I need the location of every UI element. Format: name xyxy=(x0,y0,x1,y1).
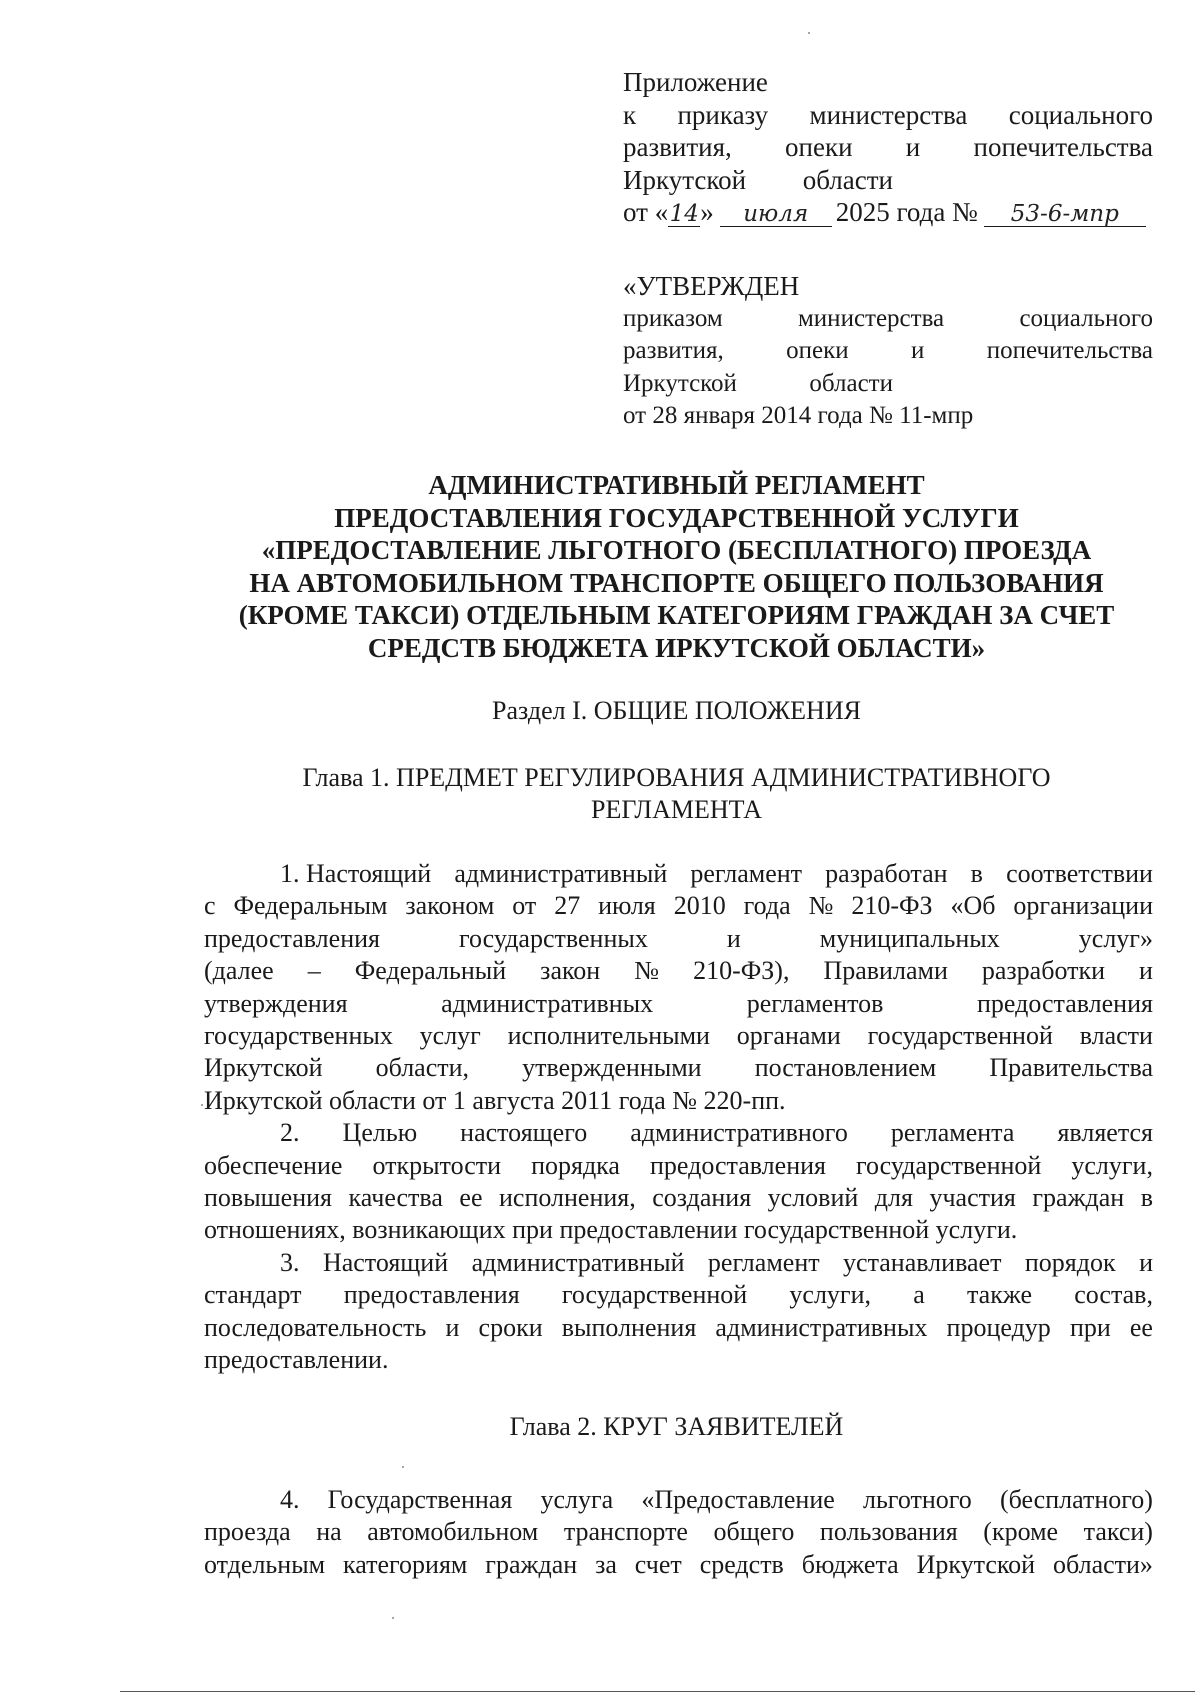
word: и xyxy=(445,1312,460,1342)
appendix-block xyxy=(623,66,1153,229)
word: законом xyxy=(405,891,495,921)
approved-line-3 xyxy=(623,368,893,401)
word: исполнительными xyxy=(507,1021,710,1051)
appendix-line-2 xyxy=(623,131,1153,164)
paragraph-line xyxy=(204,1279,1153,1311)
word: пользования xyxy=(819,1517,958,1547)
word: услуг xyxy=(419,1021,481,1051)
word: услуги, xyxy=(789,1280,872,1310)
paragraph-line xyxy=(204,1247,1153,1279)
approved-head: «УТВЕРЖДЕН xyxy=(623,271,800,301)
word: процедур xyxy=(946,1312,1051,1342)
word: 1. Настоящий xyxy=(280,859,432,888)
word: государственных xyxy=(204,1021,393,1051)
body-paragraphs xyxy=(204,858,1153,1377)
word: Целью xyxy=(342,1118,418,1148)
word: постановлением xyxy=(754,1053,937,1083)
word: услуга xyxy=(540,1485,614,1514)
word: условий xyxy=(767,1183,859,1213)
word: такси) xyxy=(1083,1517,1153,1547)
word: на xyxy=(316,1517,342,1547)
handwritten-order-number: 53-6-мпр xyxy=(984,202,1146,227)
scan-speck xyxy=(392,1617,394,1619)
word: утверждения xyxy=(204,988,348,1018)
word: отдельным xyxy=(204,1549,326,1579)
word: опеки xyxy=(785,132,853,162)
word: 210-ФЗ xyxy=(851,891,933,921)
word: министерства xyxy=(809,99,968,130)
chapter-heading-text: Глава 2. КРУГ ЗАЯВИТЕЛЕЙ xyxy=(509,1412,844,1441)
word: услуг» xyxy=(1078,923,1153,953)
word: а xyxy=(913,1280,925,1310)
word: и xyxy=(905,132,921,162)
word: административных xyxy=(441,988,654,1018)
appendix-line-1 xyxy=(623,99,1153,132)
chapter-1-heading xyxy=(200,762,1153,826)
word: средств xyxy=(699,1549,784,1579)
word: регламент xyxy=(690,859,803,888)
word: граждан xyxy=(1032,1183,1125,1213)
approved-date: от 28 января 2014 года № 11-мпр xyxy=(623,402,974,429)
word: за xyxy=(595,1549,617,1579)
word: выполнения xyxy=(561,1312,697,1342)
word: приказу xyxy=(677,99,769,130)
word: Федеральным xyxy=(233,891,388,921)
paragraph-last-line: отношениях, возникающих при предоставлении государственной услуги. xyxy=(204,1215,1018,1245)
word: порядка xyxy=(531,1150,620,1180)
word: июля xyxy=(598,891,656,921)
word: предоставления xyxy=(343,1280,520,1310)
word: органами xyxy=(736,1021,841,1051)
word: государственной xyxy=(867,1021,1053,1051)
word: социального xyxy=(1019,304,1153,332)
word: и xyxy=(911,337,925,364)
word: 2. xyxy=(280,1118,300,1148)
word: последовательность xyxy=(204,1312,427,1342)
word: административный xyxy=(454,859,668,888)
paragraph-line xyxy=(204,1150,1153,1182)
word: повышения xyxy=(204,1183,333,1213)
word: ее xyxy=(459,1183,483,1213)
word: обеспечение xyxy=(204,1150,343,1180)
word: разработки xyxy=(981,956,1106,986)
word: исполнения, xyxy=(499,1183,636,1213)
paragraph-line xyxy=(204,1312,1153,1344)
handwritten-day: 14 xyxy=(669,201,699,227)
word: регламент xyxy=(707,1247,820,1277)
word: создания xyxy=(652,1183,752,1213)
word: приказом xyxy=(623,304,723,332)
word: административных xyxy=(715,1312,928,1342)
appendix-title: Приложение xyxy=(623,67,768,97)
word: – xyxy=(307,956,321,986)
word: (далее xyxy=(204,956,274,986)
word: утвержденными xyxy=(522,1053,702,1083)
document-title xyxy=(200,469,1153,664)
word: № xyxy=(808,891,834,921)
word: разработан xyxy=(825,859,948,888)
word: Правительства xyxy=(989,1053,1153,1083)
word: и xyxy=(1139,956,1153,986)
section-heading-text: Раздел I. ОБЩИЕ ПОЛОЖЕНИЯ xyxy=(492,696,861,725)
word: Иркутской xyxy=(204,1053,323,1083)
word: льготного xyxy=(862,1485,972,1514)
word: предоставления xyxy=(204,923,380,953)
word: качества xyxy=(348,1183,443,1213)
word: развития, xyxy=(623,132,732,162)
word: Иркутской xyxy=(916,1549,1036,1579)
approved-line-1 xyxy=(623,303,1153,336)
word: 210-ФЗ), xyxy=(693,956,790,986)
scan-speck xyxy=(201,1104,203,1106)
word: № xyxy=(634,956,660,986)
word: 2010 xyxy=(673,891,726,921)
word: состав, xyxy=(1074,1280,1153,1310)
word: граждан xyxy=(485,1549,578,1579)
word: категориям xyxy=(343,1549,468,1579)
word: опеки xyxy=(786,337,849,364)
title-line: СРЕДСТВ БЮДЖЕТА ИРКУТСКОЙ ОБЛАСТИ» xyxy=(367,632,986,663)
title-line: АДМИНИСТРАТИВНЫЙ РЕГЛАМЕНТ xyxy=(428,470,925,500)
page-bottom-rule xyxy=(120,1691,1195,1692)
word: стандарт xyxy=(204,1280,302,1310)
word: государственной xyxy=(856,1150,1042,1180)
word: открытости xyxy=(372,1150,502,1180)
handwritten-month: июля xyxy=(720,202,832,227)
word: Правилами xyxy=(823,956,948,986)
word: к xyxy=(623,99,637,130)
word: Иркутской xyxy=(623,369,737,397)
word: Федеральный xyxy=(354,956,507,986)
word: Настоящий xyxy=(322,1247,449,1277)
paragraph-line xyxy=(204,923,1153,955)
word: в xyxy=(970,859,983,888)
paragraph-line xyxy=(204,1484,1153,1516)
word: регламента xyxy=(890,1118,1015,1148)
word: «Об xyxy=(950,891,996,921)
date-suffix: » xyxy=(700,197,714,227)
word: государственных xyxy=(458,923,648,953)
word: области, xyxy=(375,1053,470,1083)
scan-speck xyxy=(402,1466,404,1468)
word: при xyxy=(1069,1312,1111,1342)
approved-block xyxy=(623,270,1153,433)
title-line: ПРЕДОСТАВЛЕНИЯ ГОСУДАРСТВЕННОЙ УСЛУГИ xyxy=(334,502,1019,533)
word: развития, xyxy=(623,337,724,364)
word: административного xyxy=(630,1118,848,1148)
appendix-line-3 xyxy=(623,164,893,197)
paragraph-line xyxy=(204,1052,1153,1084)
word: порядок xyxy=(1024,1247,1116,1277)
word: Иркутской xyxy=(623,164,747,195)
paragraph-last-line: Иркутской области от 1 августа 2011 года № 220-пп. xyxy=(204,1085,786,1115)
word: министерства xyxy=(797,304,945,332)
word: ее xyxy=(1129,1312,1153,1342)
title-line: «ПРЕДОСТАВЛЕНИЕ ЛЬГОТНОГО (БЕСПЛАТНОГО) ПРОЕЗДА xyxy=(261,535,1092,565)
scan-speck xyxy=(808,32,810,34)
title-line: НА АВТОМОБИЛЬНОМ ТРАНСПОРТЕ ОБЩЕГО ПОЛЬЗОВАНИЯ xyxy=(249,567,1104,598)
word: (кроме xyxy=(983,1517,1059,1547)
word: Государственная xyxy=(327,1485,513,1514)
chapter-heading-line: Глава 1. ПРЕДМЕТ РЕГУЛИРОВАНИЯ АДМИНИСТРАТИВНОГО xyxy=(302,763,1051,792)
date-prefix: от « xyxy=(623,197,669,227)
word: общего xyxy=(713,1517,795,1547)
chapter-2-heading xyxy=(200,1411,1153,1443)
paragraph-line xyxy=(204,858,1153,890)
paragraph-line xyxy=(204,1117,1153,1149)
paragraph-line xyxy=(204,1549,1153,1581)
order-date-line xyxy=(623,196,1153,229)
word: попечительства xyxy=(986,337,1153,364)
word: также xyxy=(967,1280,1033,1310)
title-line: (КРОМЕ ТАКСИ) ОТДЕЛЬНЫМ КАТЕГОРИЯМ ГРАЖДАН ЗА СЧЕТ xyxy=(238,600,1115,630)
word: закон xyxy=(540,956,601,986)
word: года xyxy=(743,891,791,921)
word: бюджета xyxy=(801,1549,899,1579)
section-heading xyxy=(200,695,1153,727)
chapter-heading-line: РЕГЛАМЕНТА xyxy=(591,795,762,824)
word: счет xyxy=(634,1549,682,1579)
word: социального xyxy=(1008,99,1153,130)
paragraph-line xyxy=(204,1516,1153,1548)
word: предоставления xyxy=(650,1150,826,1180)
word: власти xyxy=(1079,1021,1153,1051)
word: от xyxy=(512,891,537,921)
word: 27 xyxy=(554,891,581,921)
word: сроки xyxy=(478,1312,543,1342)
word: «Предоставление xyxy=(641,1485,835,1514)
word: проезда xyxy=(204,1517,291,1547)
word: попечительства xyxy=(973,132,1153,162)
word: регламентов xyxy=(746,988,884,1018)
word: и xyxy=(726,923,741,953)
paragraph-line xyxy=(204,955,1153,987)
word: 4. xyxy=(280,1485,300,1514)
word: с xyxy=(204,891,216,921)
word: области» xyxy=(1053,1549,1153,1579)
paragraph-4 xyxy=(204,1484,1153,1581)
word: области xyxy=(809,369,893,397)
word: и xyxy=(1139,1247,1153,1277)
word: участия xyxy=(929,1183,1016,1213)
word: автомобильном xyxy=(367,1517,539,1547)
word: (бесплатного) xyxy=(999,1485,1153,1514)
word: транспорте xyxy=(563,1517,688,1547)
approved-line-2 xyxy=(623,335,1153,368)
word: является xyxy=(1057,1118,1153,1148)
paragraph-line xyxy=(204,890,1153,922)
word: административный xyxy=(471,1247,685,1277)
word: устанавливает xyxy=(843,1247,1002,1277)
word: настоящего xyxy=(460,1118,588,1148)
word: в xyxy=(1140,1183,1153,1213)
word: услуги, xyxy=(1071,1150,1153,1180)
word: муниципальных xyxy=(819,923,1000,953)
word: предоставления xyxy=(976,988,1153,1018)
word: государственной xyxy=(561,1280,748,1310)
word: организации xyxy=(1013,891,1153,921)
paragraph-last-line: предоставлении. xyxy=(204,1345,389,1375)
word: для xyxy=(874,1183,913,1213)
paragraph-line xyxy=(204,1182,1153,1214)
year-text: 2025 года № xyxy=(835,197,978,227)
paragraph-line xyxy=(204,1020,1153,1052)
paragraph-line xyxy=(204,988,1153,1020)
word: соответствии xyxy=(1006,859,1153,888)
word: 3. xyxy=(280,1247,300,1277)
word: области xyxy=(802,164,893,195)
